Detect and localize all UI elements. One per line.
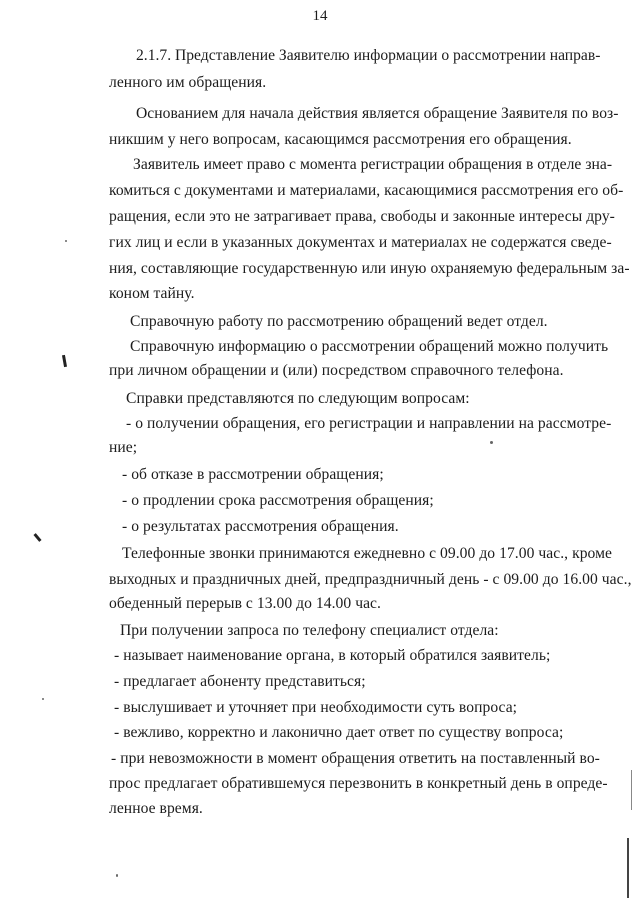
text-line: прос предлагает обратившемуся перезвонить в конкретный день в опреде- — [109, 775, 608, 792]
text-line: Справочную работу по рассмотрению обращений ведет отдел. — [130, 313, 548, 330]
text-line: гих лиц и если в указанных документах и материалах не содержатся сведе- — [109, 234, 612, 251]
text-line: При получении запроса по телефону специалист отдела: — [120, 622, 499, 639]
text-line: Справки представляются по следующим вопросам: — [126, 390, 470, 407]
page-number: 14 — [312, 8, 328, 24]
scan-speck — [65, 240, 67, 242]
scan-speck — [490, 441, 493, 444]
text-line: ленного им обращения. — [109, 74, 267, 91]
text-line: - выслушивает и уточняет при необходимости суть вопроса; — [114, 699, 518, 716]
text-line: ращения, если это не затрагивает права, свободы и законные интересы дру- — [109, 208, 615, 225]
scan-mark — [33, 533, 41, 542]
text-line: - о получении обращения, его регистрации и направлении на рассмотре- — [126, 415, 612, 432]
text-line: обеденный перерыв с 13.00 до 14.00 час. — [109, 595, 381, 612]
text-line: - называет наименование органа, в который обратился заявитель; — [114, 647, 551, 664]
text-line: коном тайну. — [109, 285, 195, 302]
text-line — [136, 46, 612, 66]
text-line: - о результатах рассмотрения обращения. — [122, 518, 399, 535]
text-line: - об отказе в рассмотрении обращения; — [122, 466, 384, 483]
text-line: Заявитель имеет право с момента регистрации обращения в отделе зна- — [133, 156, 613, 173]
text-line: Справочную информацию о рассмотрении обращений можно получить — [130, 338, 609, 355]
scan-edge-line — [627, 838, 629, 898]
text-line: комиться с документами и материалами, касающимися рассмотрения его об- — [109, 182, 624, 199]
text-line: ния, составляющие государственную или иную охраняемую федеральным за- — [109, 260, 630, 277]
text-line: - о продлении срока рассмотрения обращения; — [122, 492, 434, 509]
text-line: - при невозможности в момент обращения ответить на поставленный во- — [111, 750, 600, 767]
text-line: - предлагает абоненту представиться; — [114, 673, 366, 690]
scan-edge-line — [631, 770, 632, 810]
text-line: Телефонные звонки принимаются ежедневно с 09.00 до 17.00 час., кроме — [122, 545, 612, 562]
text-line: выходных и праздничных дней, предпраздничный день - с 09.00 до 16.00 час., — [109, 571, 632, 588]
text-line: при личном обращении и (или) посредством справочного телефона. — [109, 362, 564, 379]
scan-speck — [42, 698, 44, 700]
text-line: ние; — [109, 439, 138, 456]
scan-speck — [116, 874, 118, 877]
text-line: никшим у него вопросам, касающимся рассмотрения его обращения. — [109, 131, 572, 148]
text-line: ленное время. — [109, 800, 203, 817]
text-line: - вежливо, корректно и лаконично дает ответ по существу вопроса; — [114, 724, 564, 741]
text-content: 2.1.7. Представление Заявителю информации о рассмотрении направ- — [136, 47, 601, 64]
scan-mark — [62, 355, 67, 367]
text-line: Основанием для начала действия является обращение Заявителя по воз- — [136, 105, 619, 122]
